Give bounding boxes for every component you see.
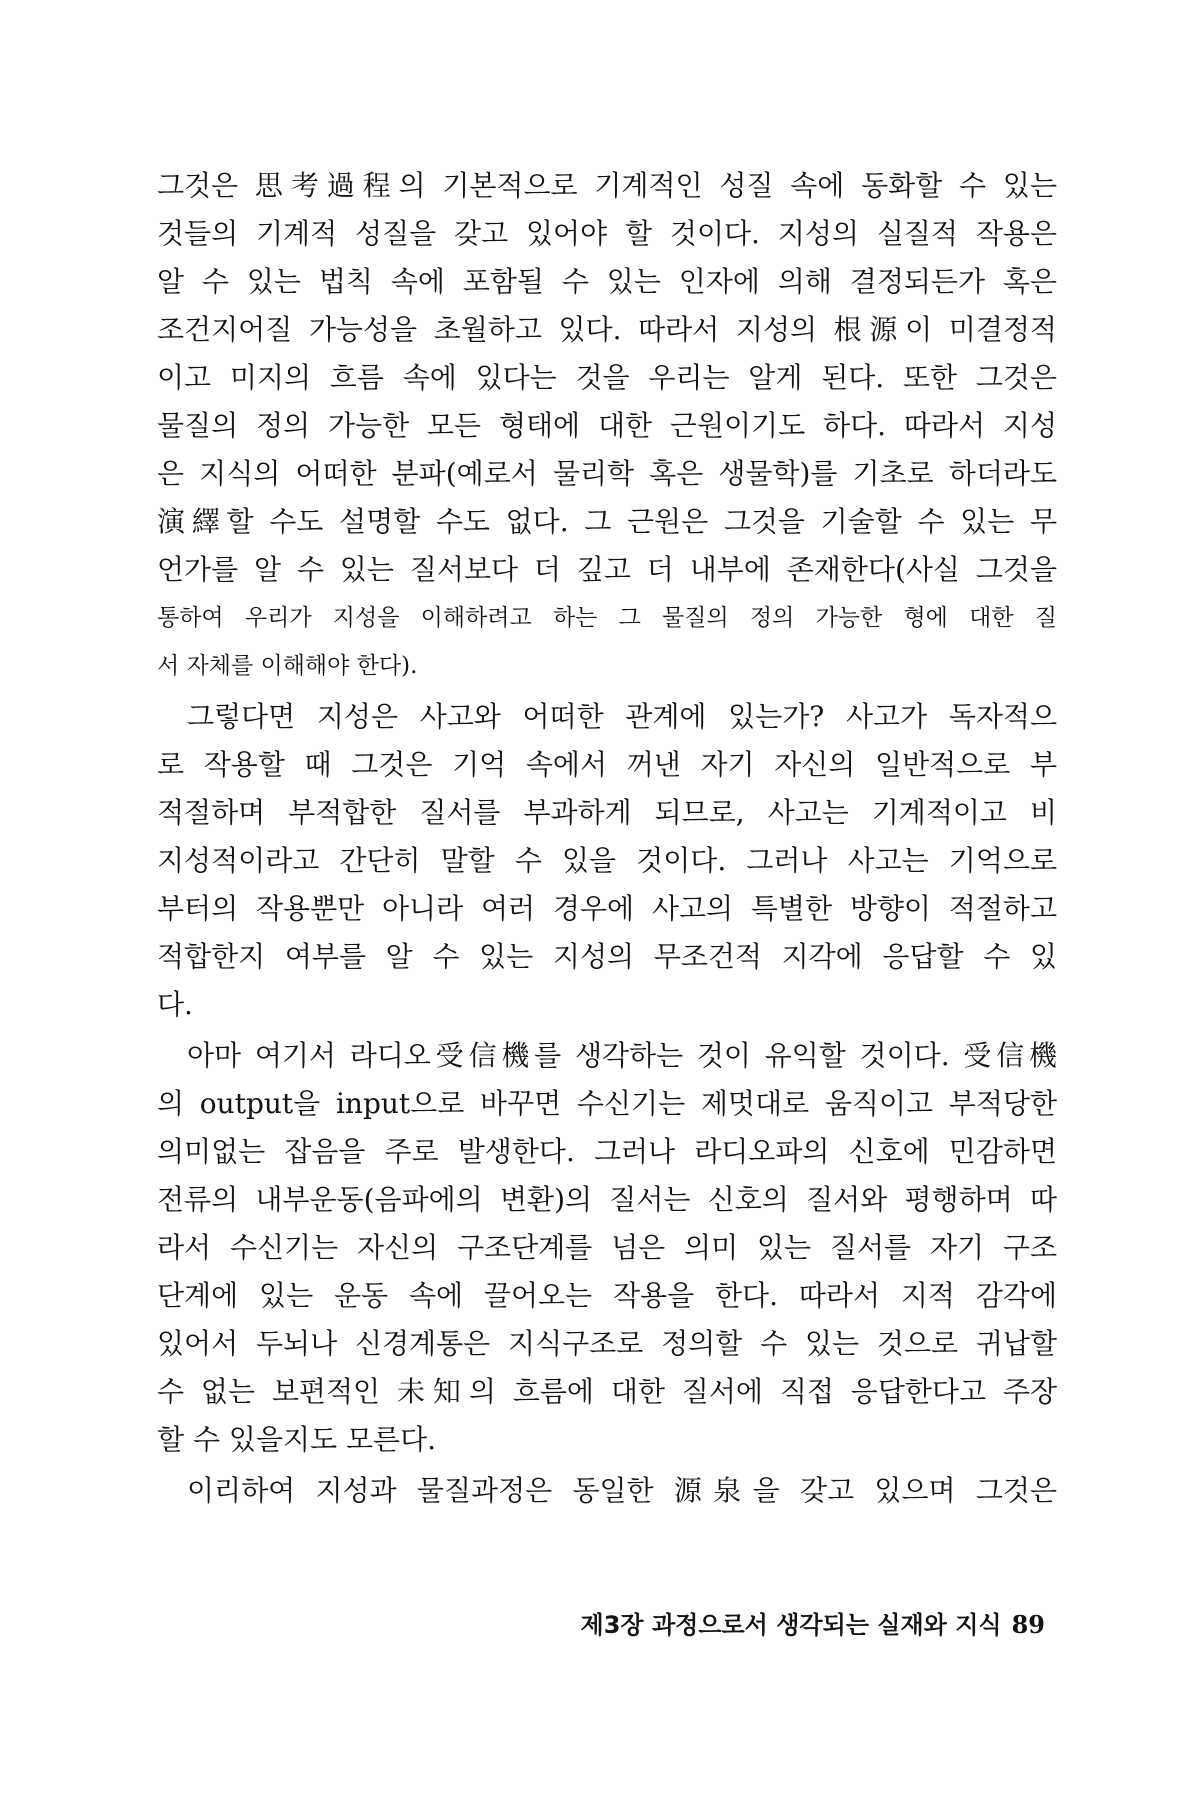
text-line: 부터의 작용뿐만 아니라 여러 경우에 사고의 특별한 방향이 적절하고 [157, 892, 1057, 925]
text-line: 은 지식의 어떠한 분파(예로서 물리학 혹은 생물학)를 기초로 하더라도 [157, 457, 1057, 490]
text-line: 전류의 내부운동(음파에의 변환)의 질서는 신호의 질서와 평행하며 따 [157, 1183, 1057, 1216]
text-line: 의미없는 잡음을 주로 발생한다. 그러나 라디오파의 신호에 민감하면 [157, 1135, 1057, 1168]
text-line: 적절하며 부적합한 질서를 부과하게 되므로, 사고는 기계적이고 비 [157, 796, 1057, 829]
text-line: 그렇다면 지성은 사고와 어떠한 관계에 있는가? 사고가 독자적으 [187, 700, 1057, 733]
text-line: 다. [157, 988, 193, 1021]
text-line: 로 작용할 때 그것은 기억 속에서 꺼낸 자기 자신의 일반적으로 부 [157, 748, 1057, 781]
text-line: 조건지어질 가능성을 초월하고 있다. 따라서 지성의 根源이 미결정적 [157, 313, 1057, 346]
paragraph-2 [157, 693, 1057, 1029]
text-line: 있어서 두뇌나 신경계통은 지식구조로 정의할 수 있는 것으로 귀납할 [157, 1327, 1057, 1360]
text-line: 그것은 思考過程의 기본적으로 기계적인 성질 속에 동화할 수 있는 [157, 169, 1057, 202]
text-line: 演繹할 수도 설명할 수도 없다. 그 근원은 그것을 기술할 수 있는 무 [157, 505, 1057, 538]
text-line: 라서 수신기는 자신의 구조단계를 넘은 의미 있는 질서를 자기 구조 [157, 1231, 1057, 1264]
paragraph-4 [157, 1467, 1057, 1515]
text-line: 서 자체를 이해해야 한다). [157, 653, 418, 679]
paragraph-3 [157, 1032, 1057, 1464]
chapter-title: 제3장 과정으로서 생각되는 실재와 지식 [580, 1611, 1002, 1639]
running-footer [525, 1605, 1045, 1645]
text-line: 통하여 우리가 지성을 이해하려고 하는 그 물질의 정의 가능한 형에 대한 질 [157, 605, 1057, 631]
text-line: 이고 미지의 흐름 속에 있다는 것을 우리는 알게 된다. 또한 그것은 [157, 361, 1057, 394]
text-line: 것들의 기계적 성질을 갖고 있어야 할 것이다. 지성의 실질적 작용은 [157, 217, 1057, 250]
paragraph-1 [157, 162, 1057, 690]
text-line: 단계에 있는 운동 속에 끌어오는 작용을 한다. 따라서 지적 감각에 [157, 1279, 1057, 1312]
text-line: 적합한지 여부를 알 수 있는 지성의 무조건적 지각에 응답할 수 있 [157, 940, 1057, 973]
body-text [157, 162, 1057, 1515]
text-line: 의 output을 input으로 바꾸면 수신기는 제멋대로 움직이고 부적당한 [157, 1087, 1057, 1120]
text-line: 수 없는 보편적인 未知의 흐름에 대한 질서에 직접 응답한다고 주장 [157, 1375, 1057, 1408]
page-number: 89 [1011, 1610, 1045, 1639]
text-line: 물질의 정의 가능한 모든 형태에 대한 근원이기도 하다. 따라서 지성 [157, 409, 1057, 442]
text-line: 이리하여 지성과 물질과정은 동일한 源泉을 갖고 있으며 그것은 [187, 1474, 1057, 1507]
text-line: 알 수 있는 법칙 속에 포함될 수 있는 인자에 의해 결정되든가 혹은 [157, 265, 1057, 298]
text-line: 언가를 알 수 있는 질서보다 더 깊고 더 내부에 존재한다(사실 그것을 [157, 553, 1057, 586]
text-line: 아마 여기서 라디오受信機를 생각하는 것이 유익할 것이다. 受信機 [187, 1039, 1057, 1072]
text-line: 할 수 있을지도 모른다. [157, 1423, 437, 1456]
text-line: 지성적이라고 간단히 말할 수 있을 것이다. 그러나 사고는 기억으로 [157, 844, 1057, 877]
